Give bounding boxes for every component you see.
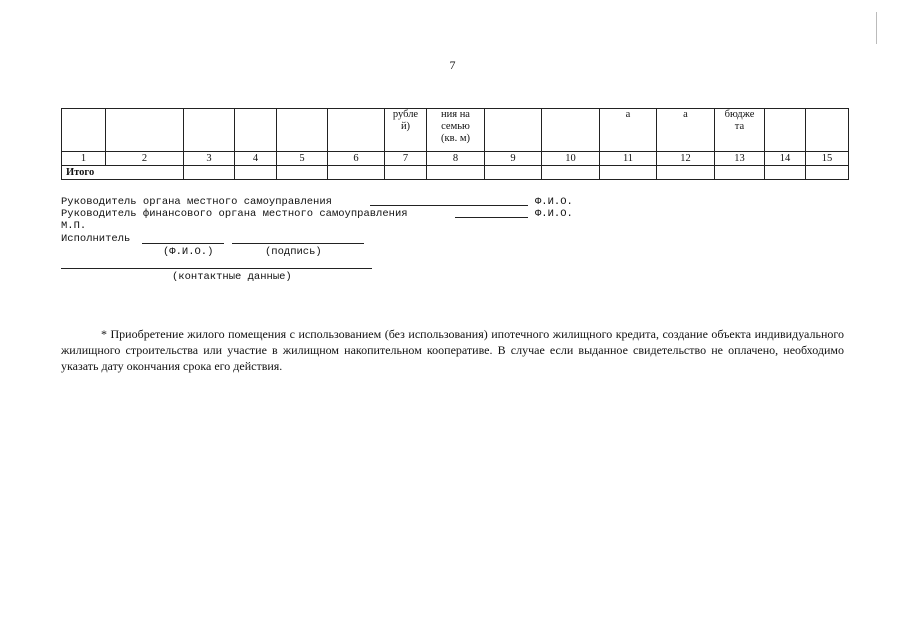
total-row — [62, 166, 849, 180]
executor-sign-caption: (подпись) — [265, 246, 322, 258]
column-number-cell: 7 — [385, 152, 427, 166]
column-number-cell: 3 — [184, 152, 235, 166]
header-cell — [765, 109, 806, 152]
header-cell-line: рубле — [392, 109, 419, 120]
contacts-caption: (контактные данные) — [172, 271, 292, 283]
head-local-fio: Ф.И.О. — [535, 196, 573, 208]
column-number-cell: 4 — [235, 152, 277, 166]
header-cell — [427, 109, 485, 152]
column-number-cell: 14 — [765, 152, 806, 166]
executor-sign-line — [232, 243, 364, 244]
header-cell — [62, 109, 106, 152]
header-cell-line: й) — [400, 121, 411, 132]
column-number-cell: 8 — [427, 152, 485, 166]
header-cell — [657, 109, 715, 152]
header-cell — [106, 109, 184, 152]
header-cell-line: а — [625, 109, 631, 120]
total-cell — [427, 166, 485, 180]
total-cell — [277, 166, 328, 180]
header-cell-line: (кв. м) — [441, 133, 470, 144]
executor-fio-caption: (Ф.И.О.) — [163, 246, 214, 258]
column-number-cell: 1 — [62, 152, 106, 166]
total-cell — [657, 166, 715, 180]
footnote-text: * Приобретение жилого помещения с использованием (без использования) ипотечного жилищного кредита, создание объекта индивидуального жилищного строительства или участие в жилищном накопительном кооперативе. В случае если выданное свидетельство не оплачено, необходимо указать дату окончания срока его действия. — [61, 327, 844, 373]
seal-label: М.П. — [61, 220, 87, 232]
head-local-label: Руководитель органа местного самоуправления — [61, 196, 332, 208]
column-number-cell: 12 — [657, 152, 715, 166]
head-finance-fio: Ф.И.О. — [535, 208, 573, 220]
total-cell — [542, 166, 600, 180]
header-cell-line: бюдже — [724, 109, 755, 120]
column-number-cell: 11 — [600, 152, 657, 166]
column-number-cell: 15 — [806, 152, 849, 166]
header-cell — [277, 109, 328, 152]
header-cell — [385, 109, 427, 152]
header-cell — [542, 109, 600, 152]
header-cell-line: семью — [441, 121, 470, 132]
total-cell — [235, 166, 277, 180]
total-cell — [385, 166, 427, 180]
header-cell-line: та — [734, 121, 745, 132]
column-number-cell: 2 — [106, 152, 184, 166]
page-number: 7 — [449, 58, 456, 72]
header-cell — [328, 109, 385, 152]
total-cell — [715, 166, 765, 180]
header-cell-line: а — [683, 109, 688, 120]
total-cell — [806, 166, 849, 180]
total-cell — [600, 166, 657, 180]
footnote — [61, 326, 844, 374]
header-cell — [184, 109, 235, 152]
header-cell — [600, 109, 657, 152]
header-continuation-row — [62, 109, 849, 152]
total-cell — [328, 166, 385, 180]
column-number-cell: 13 — [715, 152, 765, 166]
header-cell-line: ния на — [441, 109, 470, 120]
total-cell — [485, 166, 542, 180]
column-number-cell: 9 — [485, 152, 542, 166]
head-local-signature-line — [370, 205, 528, 206]
header-cell — [485, 109, 542, 152]
executor-fio-line — [142, 243, 224, 244]
report-table — [61, 108, 849, 180]
scan-edge-mark — [876, 12, 877, 44]
header-cell — [235, 109, 277, 152]
contacts-line — [61, 268, 372, 269]
head-finance-label: Руководитель финансового органа местного самоуправления — [61, 208, 408, 220]
column-number-cell: 10 — [542, 152, 600, 166]
total-cell — [765, 166, 806, 180]
column-number-cell: 5 — [277, 152, 328, 166]
head-finance-signature-line — [455, 217, 528, 218]
column-number-cell: 6 — [328, 152, 385, 166]
total-cell — [184, 166, 235, 180]
header-cell — [806, 109, 849, 152]
header-cell — [715, 109, 765, 152]
total-label: Итого — [62, 166, 184, 180]
column-number-row — [62, 152, 849, 166]
executor-label: Исполнитель — [61, 233, 131, 245]
